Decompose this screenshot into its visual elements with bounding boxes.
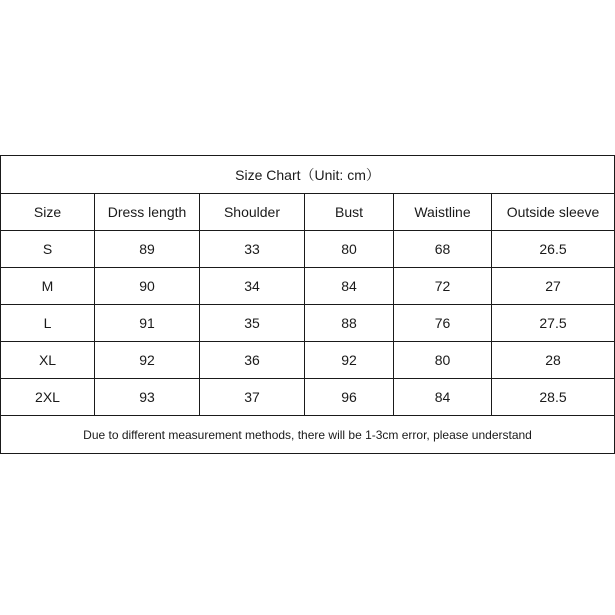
table-cell: 80: [394, 342, 492, 379]
table-cell: 80: [305, 231, 394, 268]
title-row: [1, 156, 615, 194]
table-cell: 2XL: [1, 379, 95, 416]
table-cell: S: [1, 231, 95, 268]
table-cell: 27.5: [492, 305, 615, 342]
table-cell: 36: [200, 342, 305, 379]
column-header: Size: [1, 194, 95, 231]
table-cell: 27: [492, 268, 615, 305]
table-cell: 33: [200, 231, 305, 268]
table-cell: 91: [95, 305, 200, 342]
table-title: Size Chart（Unit: cm）: [1, 156, 615, 194]
note-row: [1, 416, 615, 454]
table-row: [1, 379, 615, 416]
table-cell: 88: [305, 305, 394, 342]
table-cell: 26.5: [492, 231, 615, 268]
column-header: Bust: [305, 194, 394, 231]
table-cell: 28.5: [492, 379, 615, 416]
column-header: Shoulder: [200, 194, 305, 231]
measurement-note: Due to different measurement methods, there will be 1-3cm error, please understand: [1, 416, 615, 454]
table-cell: 89: [95, 231, 200, 268]
table-cell: 76: [394, 305, 492, 342]
table-cell: 92: [95, 342, 200, 379]
table-cell: 92: [305, 342, 394, 379]
table-row: [1, 231, 615, 268]
table-row: [1, 268, 615, 305]
column-header: Outside sleeve: [492, 194, 615, 231]
size-chart-table: [0, 155, 615, 454]
table-cell: 68: [394, 231, 492, 268]
table-cell: 35: [200, 305, 305, 342]
table-row: [1, 342, 615, 379]
column-header: Waistline: [394, 194, 492, 231]
table-cell: 37: [200, 379, 305, 416]
table-cell: 72: [394, 268, 492, 305]
table-cell: XL: [1, 342, 95, 379]
table-row: [1, 305, 615, 342]
table-cell: M: [1, 268, 95, 305]
table-cell: 28: [492, 342, 615, 379]
table-cell: 84: [305, 268, 394, 305]
table-cell: 96: [305, 379, 394, 416]
header-row: [1, 194, 615, 231]
column-header: Dress length: [95, 194, 200, 231]
table-cell: L: [1, 305, 95, 342]
table-cell: 90: [95, 268, 200, 305]
table-cell: 93: [95, 379, 200, 416]
table-cell: 84: [394, 379, 492, 416]
table-cell: 34: [200, 268, 305, 305]
